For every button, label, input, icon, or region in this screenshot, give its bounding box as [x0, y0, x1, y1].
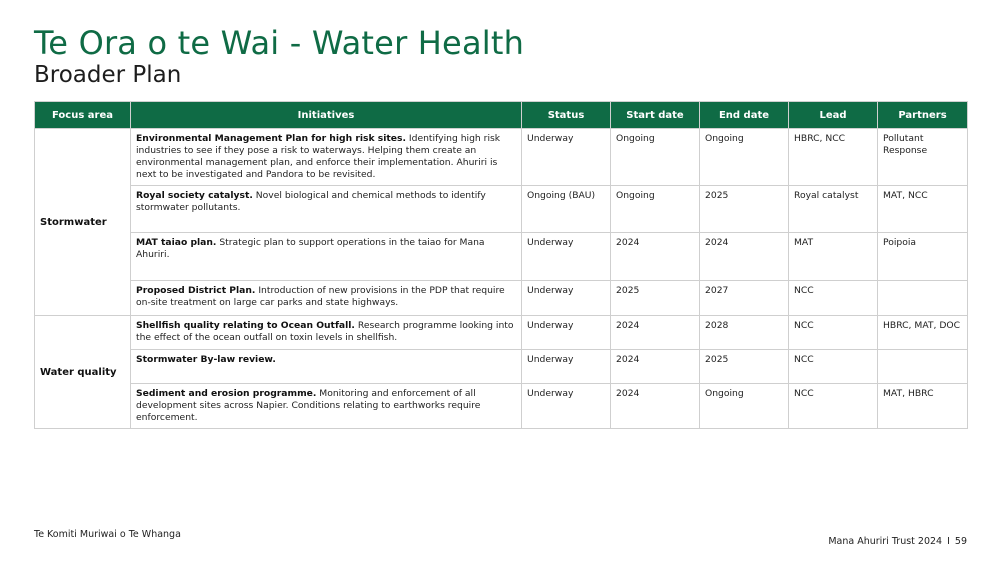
col-header-focus-area: Focus area — [35, 102, 131, 129]
status-cell: Underway — [522, 233, 611, 281]
lead-cell: MAT — [789, 233, 878, 281]
initiative-description: Novel biological and chemical methods to identify stormwater pollutants. — [136, 190, 486, 213]
end-date-cell: 2028 — [700, 316, 789, 350]
start-date-cell: 2024 — [611, 233, 700, 281]
focus-area-cell: Stormwater — [35, 129, 131, 316]
initiative-cell — [131, 186, 522, 233]
initiative-cell — [131, 281, 522, 316]
start-date-cell: 2025 — [611, 281, 700, 316]
table-row — [35, 316, 968, 350]
footer-page-info — [828, 536, 967, 547]
initiative-title: Proposed District Plan. — [136, 285, 256, 296]
partners-cell: HBRC, MAT, DOC — [878, 316, 968, 350]
col-header-initiatives: Initiatives — [131, 102, 522, 129]
partners-cell: Pollutant Response — [878, 129, 968, 186]
lead-cell: HBRC, NCC — [789, 129, 878, 186]
table-row — [35, 281, 968, 316]
lead-cell: NCC — [789, 350, 878, 384]
initiative-description: Introduction of new provisions in the PDP that require on-site treatment on large car parks and state highways. — [136, 285, 505, 308]
initiative-title: Royal society catalyst. — [136, 190, 253, 201]
end-date-cell: 2025 — [700, 186, 789, 233]
col-header-lead: Lead — [789, 102, 878, 129]
end-date-cell: Ongoing — [700, 384, 789, 429]
end-date-cell: 2025 — [700, 350, 789, 384]
initiative-cell — [131, 233, 522, 281]
col-header-partners: Partners — [878, 102, 968, 129]
status-cell: Ongoing (BAU) — [522, 186, 611, 233]
initiative-title: Environmental Management Plan for high risk sites. — [136, 133, 406, 144]
focus-area-cell: Water quality — [35, 316, 131, 429]
footer-committee-name: Te Komiti Muriwai o Te Whanga — [34, 529, 181, 540]
footer-separator: I — [947, 536, 950, 547]
status-cell: Underway — [522, 350, 611, 384]
lead-cell: Royal catalyst — [789, 186, 878, 233]
partners-cell: Poipoia — [878, 233, 968, 281]
status-cell: Underway — [522, 316, 611, 350]
status-cell: Underway — [522, 384, 611, 429]
partners-cell — [878, 281, 968, 316]
table-row — [35, 350, 968, 384]
header-row — [35, 102, 968, 129]
table-header — [35, 102, 968, 129]
initiatives-table — [34, 101, 968, 429]
start-date-cell: 2024 — [611, 316, 700, 350]
partners-cell — [878, 350, 968, 384]
start-date-cell: Ongoing — [611, 186, 700, 233]
status-cell: Underway — [522, 281, 611, 316]
start-date-cell: 2024 — [611, 384, 700, 429]
end-date-cell: 2027 — [700, 281, 789, 316]
initiative-title: Sediment and erosion programme. — [136, 388, 317, 399]
initiative-description: Strategic plan to support operations in the taiao for Mana Ahuriri. — [136, 237, 485, 260]
initiative-title: MAT taiao plan. — [136, 237, 217, 248]
col-header-status: Status — [522, 102, 611, 129]
page-number: 59 — [954, 536, 967, 547]
initiative-description: Identifying high risk industries to see if they pose a risk to waterways. Helping them create an environmental management plan, and enforce their implementation. Ahuriri is next to be investigated and Pandora to be revisited. — [136, 133, 501, 180]
initiative-title: Stormwater By-law review. — [136, 354, 276, 365]
end-date-cell: Ongoing — [700, 129, 789, 186]
page-subtitle: Broader Plan — [34, 62, 182, 88]
start-date-cell: 2024 — [611, 350, 700, 384]
start-date-cell: Ongoing — [611, 129, 700, 186]
end-date-cell: 2024 — [700, 233, 789, 281]
table-row — [35, 384, 968, 429]
initiative-description: Research programme looking into the effect of the ocean outfall on toxin levels in shellfish. — [136, 320, 514, 343]
partners-cell: MAT, NCC — [878, 186, 968, 233]
page-title: Te Ora o te Wai - Water Health — [34, 24, 525, 62]
table-row — [35, 233, 968, 281]
table-body — [35, 129, 968, 429]
footer-org: Mana Ahuriri Trust 2024 — [828, 536, 943, 547]
initiative-title: Shellfish quality relating to Ocean Outfall. — [136, 320, 355, 331]
col-header-end-date: End date — [700, 102, 789, 129]
status-cell: Underway — [522, 129, 611, 186]
initiative-cell — [131, 316, 522, 350]
initiative-cell — [131, 350, 522, 384]
initiative-description: Monitoring and enforcement of all development sites across Napier. Conditions relating to earthworks require enforcement. — [136, 388, 481, 423]
initiative-cell — [131, 129, 522, 186]
partners-cell: MAT, HBRC — [878, 384, 968, 429]
lead-cell: NCC — [789, 384, 878, 429]
initiative-cell — [131, 384, 522, 429]
lead-cell: NCC — [789, 316, 878, 350]
table-row — [35, 129, 968, 186]
col-header-start-date: Start date — [611, 102, 700, 129]
lead-cell: NCC — [789, 281, 878, 316]
table-row — [35, 186, 968, 233]
